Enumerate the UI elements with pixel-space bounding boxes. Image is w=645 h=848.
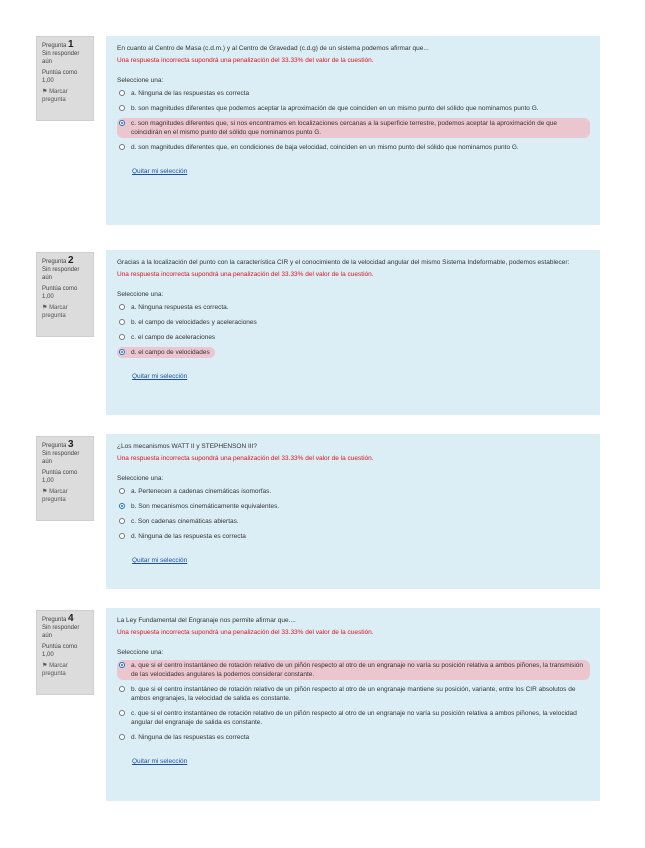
question-status: Sin responder aún: [42, 625, 80, 639]
radio-button[interactable]: [119, 533, 125, 539]
question-label: Pregunta: [42, 617, 67, 623]
radio-button[interactable]: [119, 144, 125, 150]
question-info: [36, 436, 94, 521]
penalty-notice: Una respuesta incorrecta supondrá una penalización del 33.33% del valor de la cuestión.: [117, 455, 374, 462]
clear-selection-link[interactable]: Quitar mi selección: [132, 373, 188, 380]
question-label: Pregunta: [42, 259, 67, 265]
clear-selection-link[interactable]: Quitar mi selección: [132, 557, 188, 564]
answer-prompt: Seleccione una:: [117, 475, 164, 482]
answer-option[interactable]: c. que si el centro instantáneo de rotación relativo de un piñón respecto al otro de un engranaje no varía su posición relativa a ambos piñones, la velocidad angular del engranaje de salida es constante.: [117, 708, 590, 728]
question-text: Gracias a la localización del punto con la característica CIR y el conocimiento de la velocidad angular del mismo Sistema Indeformable, podemos establecer:: [117, 259, 570, 266]
answer-option[interactable]: b. son magnitudes diferentes que podemos aceptar la aproximación de que coinciden en un mismo punto del sólido que nominamos punto G.: [117, 103, 590, 114]
question-number: 3: [68, 439, 74, 450]
answer-option[interactable]: d. Ninguna de las respuestas es correcta: [117, 732, 590, 743]
question-text: La Ley Fundamental del Engranaje nos permite afirmar que....: [117, 617, 296, 624]
answer-option[interactable]: c. Son cadenas cinemáticas abiertas.: [117, 516, 590, 527]
penalty-notice: Una respuesta incorrecta supondrá una penalización del 33.33% del valor de la cuestión.: [117, 271, 374, 278]
question-text: ¿Los mecanismos WATT II y STEPHENSON III?: [117, 443, 258, 450]
flag-question-link[interactable]: ⚑ Marcar pregunta: [42, 489, 68, 503]
answer-option[interactable]: b. que si el centro instantáneo de rotación relativo de un piñón respecto al otro de un engranaje mantiene su posición, variante, entre los CIR absolutos de ambos engranajes, la velocidad de salida es constante.: [117, 684, 590, 704]
question-label: Pregunta: [42, 43, 67, 49]
question-text: En cuanto al Centro de Masa (c.d.m.) y al Centro de Gravedad (c.d.g) de un sistema podemos afirmar que...: [117, 45, 429, 52]
question-info: [36, 36, 94, 121]
question-score: Puntúa como 1,00: [42, 70, 78, 84]
clear-selection-link[interactable]: Quitar mi selección: [132, 758, 188, 765]
radio-button[interactable]: [119, 334, 125, 340]
penalty-notice: Una respuesta incorrecta supondrá una penalización del 33.33% del valor de la cuestión.: [117, 629, 374, 636]
flag-icon: ⚑: [42, 305, 48, 311]
radio-button-checked[interactable]: [119, 503, 125, 509]
question-status: Sin responder aún: [42, 267, 80, 281]
answer-option-selected[interactable]: a. que si el centro instantáneo de rotación relativo de un piñón respecto al otro de un engranaje no varía su posición relativa a ambos piñones, la transmisión de las velocidades angulares la podemos considerar constante.: [117, 660, 590, 680]
question-content: [106, 608, 600, 801]
answer-option[interactable]: a. Ninguna de las respuestas es correcta: [117, 88, 590, 99]
answer-prompt: Seleccione una:: [117, 291, 164, 298]
flag-question-link[interactable]: ⚑ Marcar pregunta: [42, 663, 68, 677]
answer-option[interactable]: a. Ninguna respuesta es correcta.: [117, 302, 590, 313]
answer-option[interactable]: a. Pertenecen a cadenas cinemáticas isomorfas.: [117, 486, 590, 497]
clear-selection-link[interactable]: Quitar mi selección: [132, 168, 188, 175]
radio-button[interactable]: [119, 518, 125, 524]
question-content: [106, 434, 600, 589]
question-info: [36, 252, 94, 337]
answer-prompt: Seleccione una:: [117, 649, 164, 656]
radio-button-checked[interactable]: [119, 662, 125, 668]
flag-question-link[interactable]: ⚑ Marcar pregunta: [42, 305, 68, 319]
question-content: [106, 36, 600, 225]
question-number: 1: [68, 39, 74, 50]
question-status: Sin responder aún: [42, 451, 80, 465]
answer-option-selected[interactable]: c. son magnitudes diferentes que, si nos encontramos en localizaciones cercanas a la superficie terrestre, podemos aceptar la aproximación de que coincidirán en el mismo punto del sólido que nominamos punto G.: [117, 118, 590, 138]
radio-button[interactable]: [119, 488, 125, 494]
answer-option[interactable]: b. el campo de velocidades y aceleraciones: [117, 317, 590, 328]
radio-button[interactable]: [119, 710, 125, 716]
question-status: Sin responder aún: [42, 51, 80, 65]
answer-prompt: Seleccione una:: [117, 77, 164, 84]
flag-icon: ⚑: [42, 89, 48, 95]
question-number: 4: [68, 613, 74, 624]
radio-button-checked[interactable]: [119, 349, 125, 355]
radio-button-checked[interactable]: [119, 120, 125, 126]
answer-option-selected[interactable]: d. el campo de velocidades: [117, 347, 215, 358]
radio-button[interactable]: [119, 686, 125, 692]
question-info: [36, 610, 94, 695]
question-content: [106, 250, 600, 415]
flag-icon: ⚑: [42, 489, 48, 495]
question-score: Puntúa como 1,00: [42, 286, 78, 300]
answer-option[interactable]: d. son magnitudes diferentes que, en condiciones de baja velocidad, coinciden en un mismo punto del sólido que nominamos punto G.: [117, 142, 590, 153]
answer-option-selected[interactable]: b. Son mecanismos cinemáticamente equivalentes.: [117, 501, 590, 512]
radio-button[interactable]: [119, 304, 125, 310]
question-score: Puntúa como 1,00: [42, 644, 78, 658]
radio-button[interactable]: [119, 105, 125, 111]
question-number: 2: [68, 255, 74, 266]
flag-icon: ⚑: [42, 663, 48, 669]
radio-button[interactable]: [119, 90, 125, 96]
question-score: Puntúa como 1,00: [42, 470, 78, 484]
flag-question-link[interactable]: ⚑ Marcar pregunta: [42, 89, 68, 103]
answer-option[interactable]: d. Ninguna de las respuesta es correcta: [117, 531, 590, 542]
radio-button[interactable]: [119, 319, 125, 325]
answer-option[interactable]: c. el campo de aceleraciones: [117, 332, 590, 343]
question-label: Pregunta: [42, 443, 67, 449]
radio-button[interactable]: [119, 734, 125, 740]
penalty-notice: Una respuesta incorrecta supondrá una penalización del 33.33% del valor de la cuestión.: [117, 57, 374, 64]
